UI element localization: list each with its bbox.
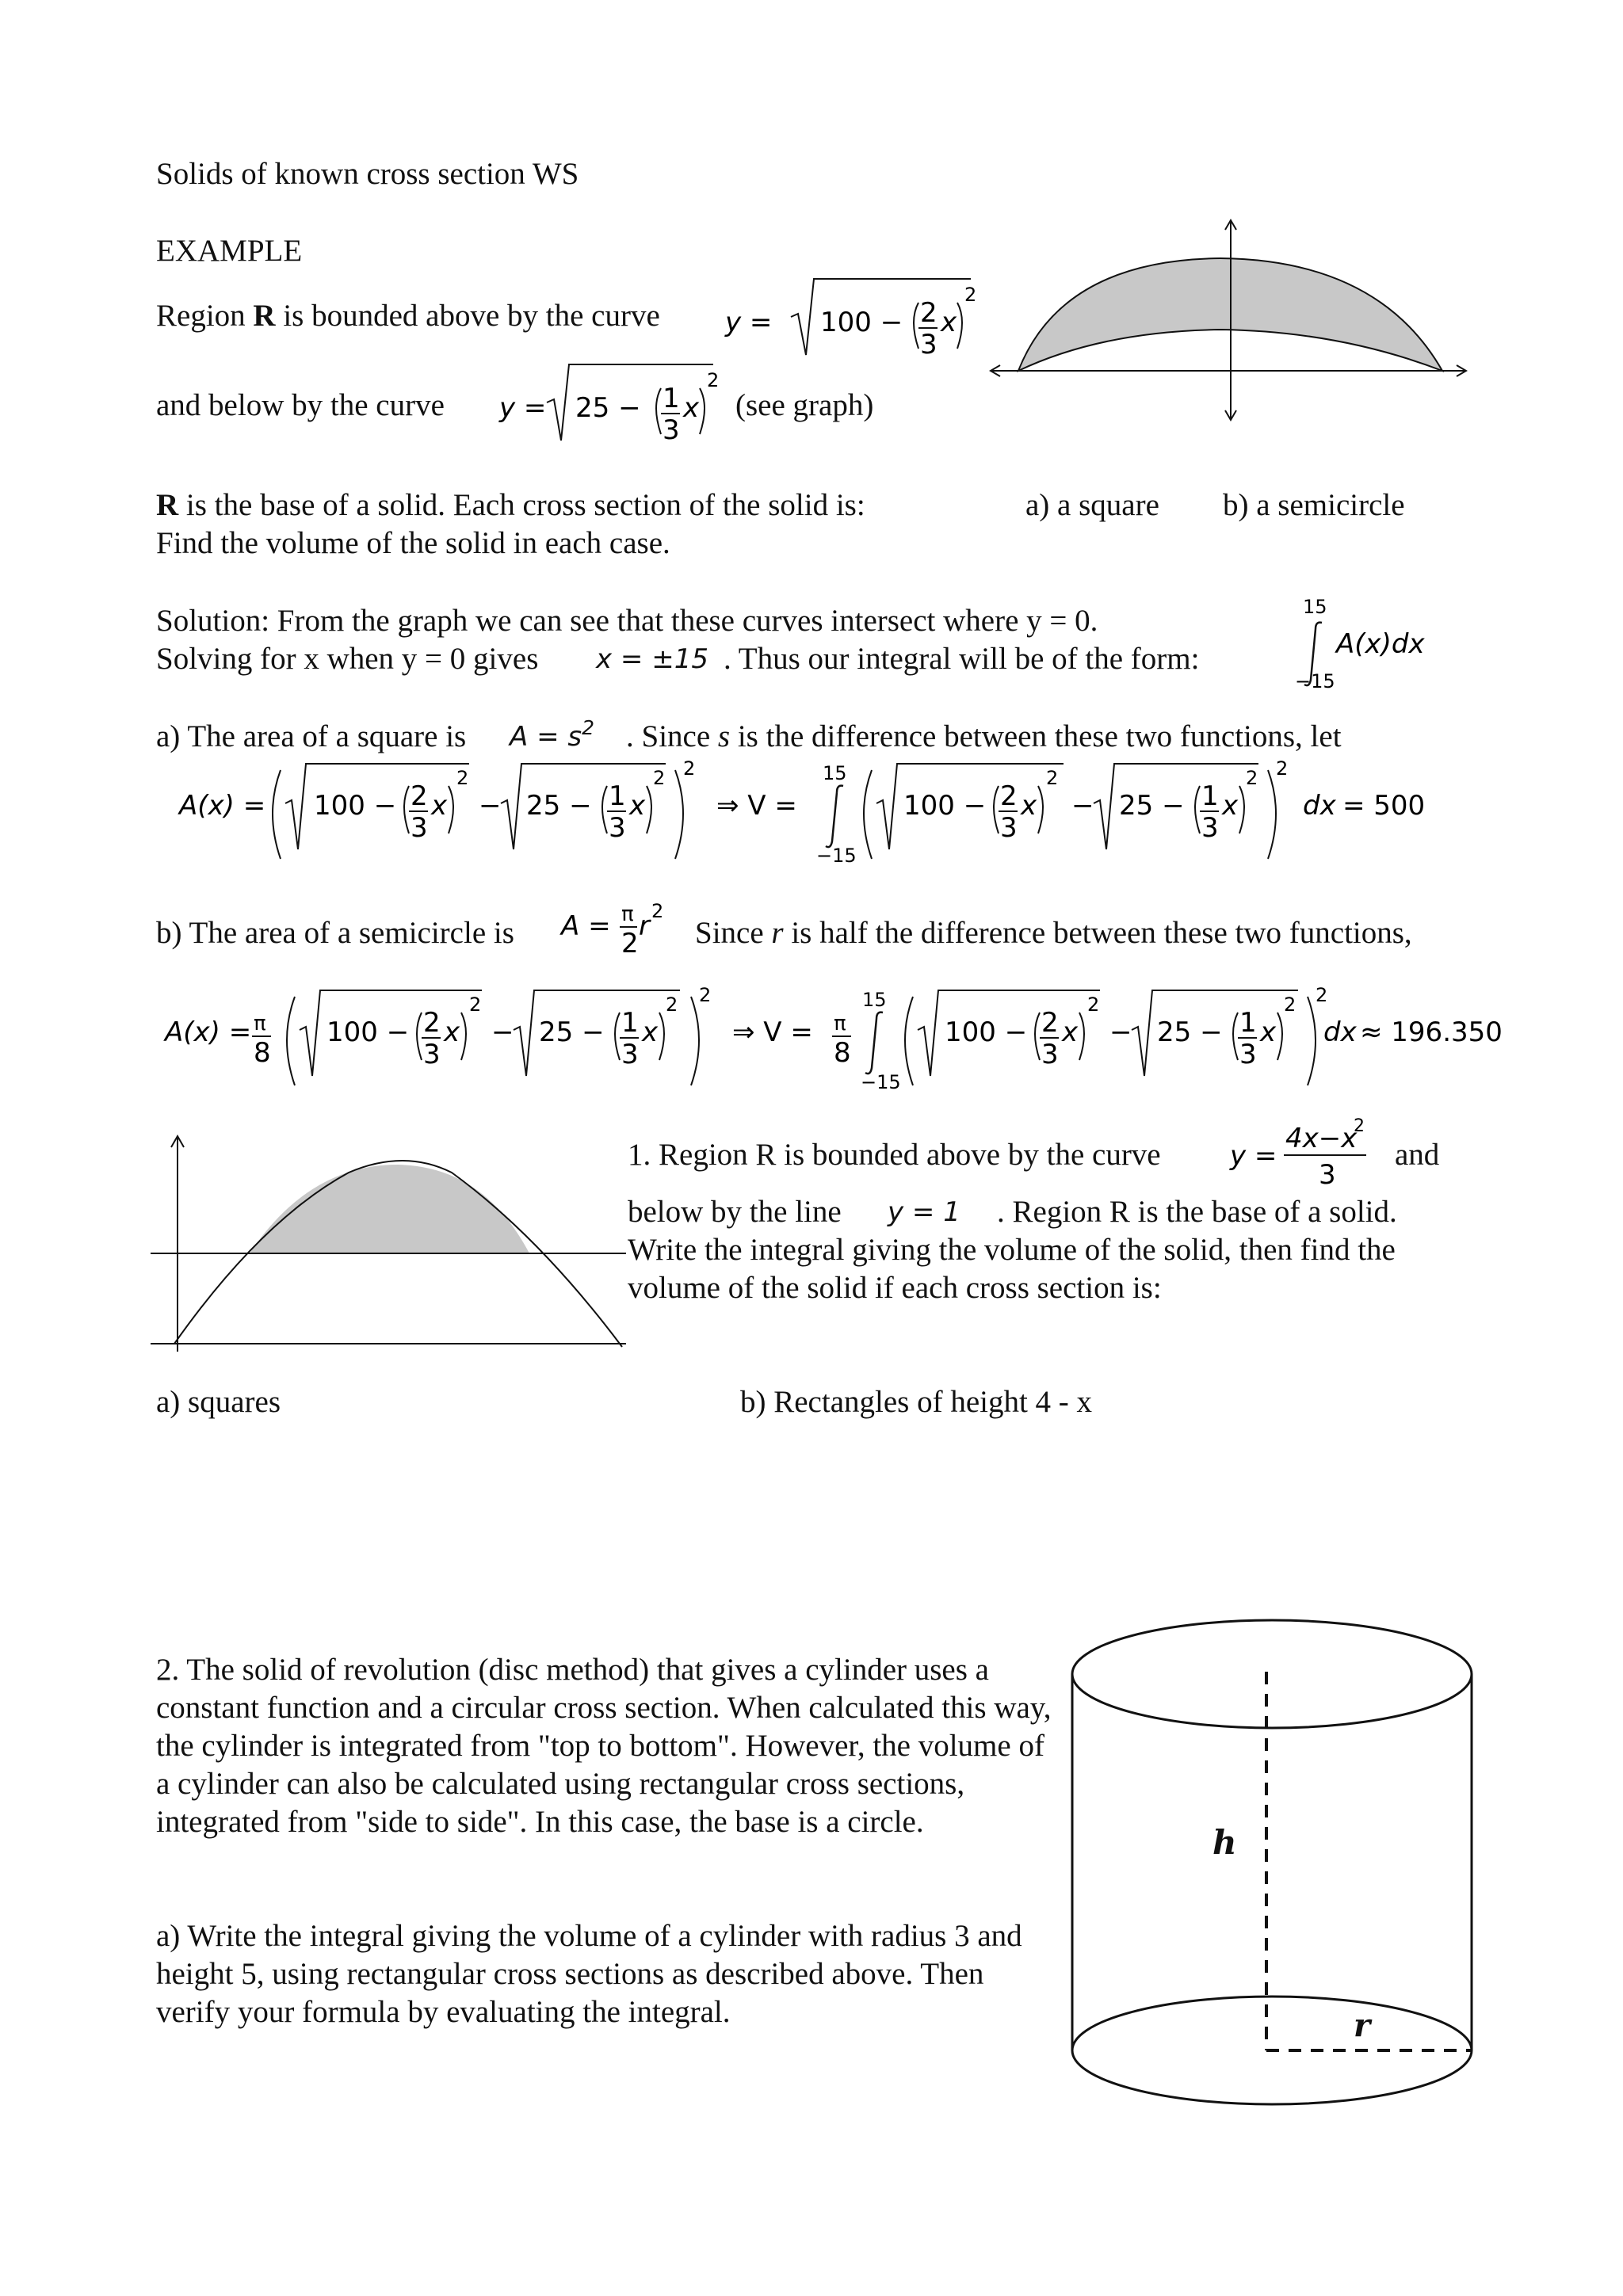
eight: 8 <box>834 1037 851 1069</box>
intro-text: Region <box>156 299 254 333</box>
num: 1 <box>1201 780 1219 812</box>
outer-power: 2 <box>683 757 696 780</box>
problem1-curve-equation <box>1230 1112 1412 1199</box>
x: x <box>444 1016 460 1048</box>
x: x <box>629 790 646 822</box>
power: 2 <box>456 767 469 789</box>
intro-line-1 <box>156 297 660 335</box>
eq-num: 2 <box>920 297 938 329</box>
part-b-text: is half the difference between these two functions, <box>783 916 1412 950</box>
num: 2 <box>411 780 428 812</box>
eq-constant: 25 − <box>575 392 641 424</box>
den: 3 <box>1000 812 1018 844</box>
problem2-part-a: a) Write the integral giving the volume of a cylinder with radius 3 and height 5, using rectangular cross sections as described above. Then verify your formula by evaluating the integral. <box>156 1919 1022 2029</box>
case-a-label: a) a square <box>1025 488 1159 522</box>
case-b-label: b) a semicircle <box>1223 488 1405 522</box>
example-region-graph <box>983 212 1474 426</box>
formula-base: A = s <box>510 721 582 753</box>
pi: π <box>254 1012 266 1035</box>
power: 2 <box>653 767 666 789</box>
integral-form <box>1292 594 1450 697</box>
problem1-part-b: b) Rectangles of height 4 - x <box>740 1385 1093 1419</box>
int-lower-limit: −15 <box>1295 670 1335 692</box>
eq-y: y = <box>1230 1140 1277 1172</box>
paren-left <box>914 303 918 349</box>
and-text: and <box>1395 1138 1440 1172</box>
lower-curve-equation <box>499 355 721 450</box>
eq-y: y = <box>499 392 547 424</box>
eq-num-power: 2 <box>1354 1116 1365 1136</box>
r-power: 2 <box>651 900 664 922</box>
outer-power: 2 <box>699 984 712 1006</box>
two: 2 <box>621 928 639 959</box>
part-b-equation <box>165 974 1503 1093</box>
int-lower-limit: −15 <box>816 845 857 867</box>
int-upper-limit: 15 <box>1303 596 1327 618</box>
problem2-paragraph: 2. The solid of revolution (disc method) that gives a cylinder uses a constant function and a circular cross section. When calculated this way, the cylinder is integrated from "top to bottom". However, the volume of a cylinder can also be calculated using rectangular cross sections, integrated from "side to side". In this case, the base is a circle. <box>156 1653 1052 1839</box>
x: x <box>431 790 448 822</box>
lower-constant: 25 − <box>1119 790 1185 822</box>
formula-power: 2 <box>582 716 594 739</box>
minus: − <box>479 790 502 822</box>
line-equation: y = 1 <box>888 1196 960 1228</box>
part-a-equation <box>174 748 1426 867</box>
int-body: A(x)dx <box>1336 628 1425 660</box>
problem1-line-2a: below by the line <box>628 1195 842 1229</box>
var-r: r <box>771 916 784 950</box>
problem1-line-3: Write the integral giving the volume of the solid, then find the <box>628 1233 1396 1267</box>
eq-num: 4x−x <box>1285 1123 1358 1154</box>
den: 3 <box>609 812 626 844</box>
region-r-bold: R <box>156 488 179 522</box>
int-lower-limit: −15 <box>861 1071 901 1093</box>
problem1-line-1: 1. Region R is bounded above by the curve <box>628 1138 1161 1172</box>
lhs: A(x) = <box>179 790 266 822</box>
page-title: Solids of known cross section WS <box>156 157 579 191</box>
outer-power: 2 <box>1276 757 1289 780</box>
den: 3 <box>1041 1039 1059 1070</box>
part-a-text: is the difference between these two functions, let <box>730 719 1342 753</box>
paren-right <box>957 303 962 349</box>
minus: − <box>1109 1016 1132 1048</box>
eq-constant: 100 − <box>820 307 903 338</box>
pi: π <box>621 902 634 926</box>
problem1-region-graph <box>151 1125 642 1363</box>
eq-x: x <box>941 307 957 338</box>
x: x <box>1260 1016 1277 1048</box>
upper-constant: 100 − <box>903 790 987 822</box>
eq-num: 1 <box>663 383 680 414</box>
den: 3 <box>423 1039 441 1070</box>
integral-sign-icon <box>865 1013 883 1074</box>
num: 1 <box>1239 1007 1257 1039</box>
x: x <box>1222 790 1239 822</box>
num: 2 <box>1041 1007 1059 1039</box>
cylinder-top <box>1072 1620 1472 1728</box>
problem1-line-4: volume of the solid if each cross section is: <box>628 1271 1162 1305</box>
eq-x: x <box>683 392 700 424</box>
eq-den: 3 <box>663 414 680 446</box>
region-r-bold: R <box>253 299 276 333</box>
outer-power: 2 <box>1316 984 1328 1006</box>
lower-constant: 25 − <box>526 790 592 822</box>
cylinder-diagram <box>1062 1607 1490 2130</box>
implies: ⇒ V = <box>732 1016 813 1048</box>
eq-power: 2 <box>964 284 977 306</box>
eq-den: 3 <box>920 329 938 360</box>
x: x <box>642 1016 659 1048</box>
power: 2 <box>469 994 482 1016</box>
upper-curve-equation <box>725 269 979 364</box>
num: 1 <box>609 780 626 812</box>
lower-constant: 25 − <box>539 1016 605 1048</box>
den: 3 <box>621 1039 639 1070</box>
big-paren-right <box>675 770 683 859</box>
result: ≈ 196.350 <box>1360 1016 1503 1048</box>
label-r: r <box>1354 2007 1371 2044</box>
int-upper-limit: 15 <box>862 989 887 1011</box>
power: 2 <box>1246 767 1258 789</box>
eight: 8 <box>254 1037 271 1069</box>
part-b-text: Since <box>695 916 772 950</box>
power: 2 <box>1284 994 1296 1016</box>
eq-y: y = <box>725 307 773 338</box>
solution-line-2a: Solving for x when y = 0 gives <box>156 642 539 676</box>
r: r <box>639 910 650 942</box>
minus: − <box>1071 790 1094 822</box>
solution-line-1: Solution: From the graph we can see that these curves intersect where y = 0. <box>156 604 1098 638</box>
den: 3 <box>1201 812 1219 844</box>
den: 3 <box>411 812 428 844</box>
num: 1 <box>621 1007 639 1039</box>
task-line-1 <box>156 486 865 524</box>
paren-right <box>700 388 705 434</box>
dx: dx <box>1303 790 1336 822</box>
upper-constant: 100 − <box>314 790 397 822</box>
power: 2 <box>1087 994 1100 1016</box>
big-paren-left <box>273 770 281 859</box>
problem1-line-2b: . Region R is the base of a solid. <box>997 1195 1397 1229</box>
semicircle-area-formula <box>561 894 688 973</box>
implies: ⇒ V = <box>716 790 797 822</box>
task-line-2: Find the volume of the solid in each case. <box>156 526 670 560</box>
label-h: h <box>1212 1823 1237 1862</box>
problem1-part-a: a) squares <box>156 1385 281 1419</box>
part-a-text-a: a) The area of a square is <box>156 719 467 753</box>
var-s: s <box>717 719 731 753</box>
dx: dx <box>1323 1016 1357 1048</box>
task-text: is the base of a solid. Each cross section of the solid is: <box>178 488 865 522</box>
upper-constant: 100 − <box>327 1016 410 1048</box>
shaded-region <box>250 1165 529 1253</box>
intro-line-2: and below by the curve <box>156 388 445 422</box>
upper-constant: 100 − <box>945 1016 1028 1048</box>
part-b-text-b <box>695 914 1412 952</box>
part-a-text: . Since <box>626 719 718 753</box>
eq-power: 2 <box>707 369 720 391</box>
lhs: A(x) = <box>165 1016 252 1048</box>
x: x <box>1021 790 1037 822</box>
minus: − <box>491 1016 514 1048</box>
part-b-text-a: b) The area of a semicircle is <box>156 916 514 950</box>
solution-line-2b: . Thus our integral will be of the form: <box>724 642 1200 676</box>
paren-left <box>656 388 661 434</box>
den: 3 <box>1239 1039 1257 1070</box>
pi: π <box>834 1012 846 1035</box>
num: 2 <box>423 1007 441 1039</box>
int-upper-limit: 15 <box>823 762 847 784</box>
num: 2 <box>1000 780 1018 812</box>
x-intersection-value: x = ±15 <box>596 643 708 675</box>
eq-den: 3 <box>1319 1159 1336 1191</box>
result: = 500 <box>1342 790 1426 822</box>
x: x <box>1062 1016 1079 1048</box>
integral-sign-icon <box>826 786 843 847</box>
intro-text: is bounded above by the curve <box>275 299 660 333</box>
example-label: EXAMPLE <box>156 234 303 268</box>
power: 2 <box>666 994 678 1016</box>
see-graph-text: (see graph) <box>735 388 874 422</box>
power: 2 <box>1046 767 1059 789</box>
formula-a: A = <box>561 910 611 942</box>
lower-constant: 25 − <box>1157 1016 1223 1048</box>
